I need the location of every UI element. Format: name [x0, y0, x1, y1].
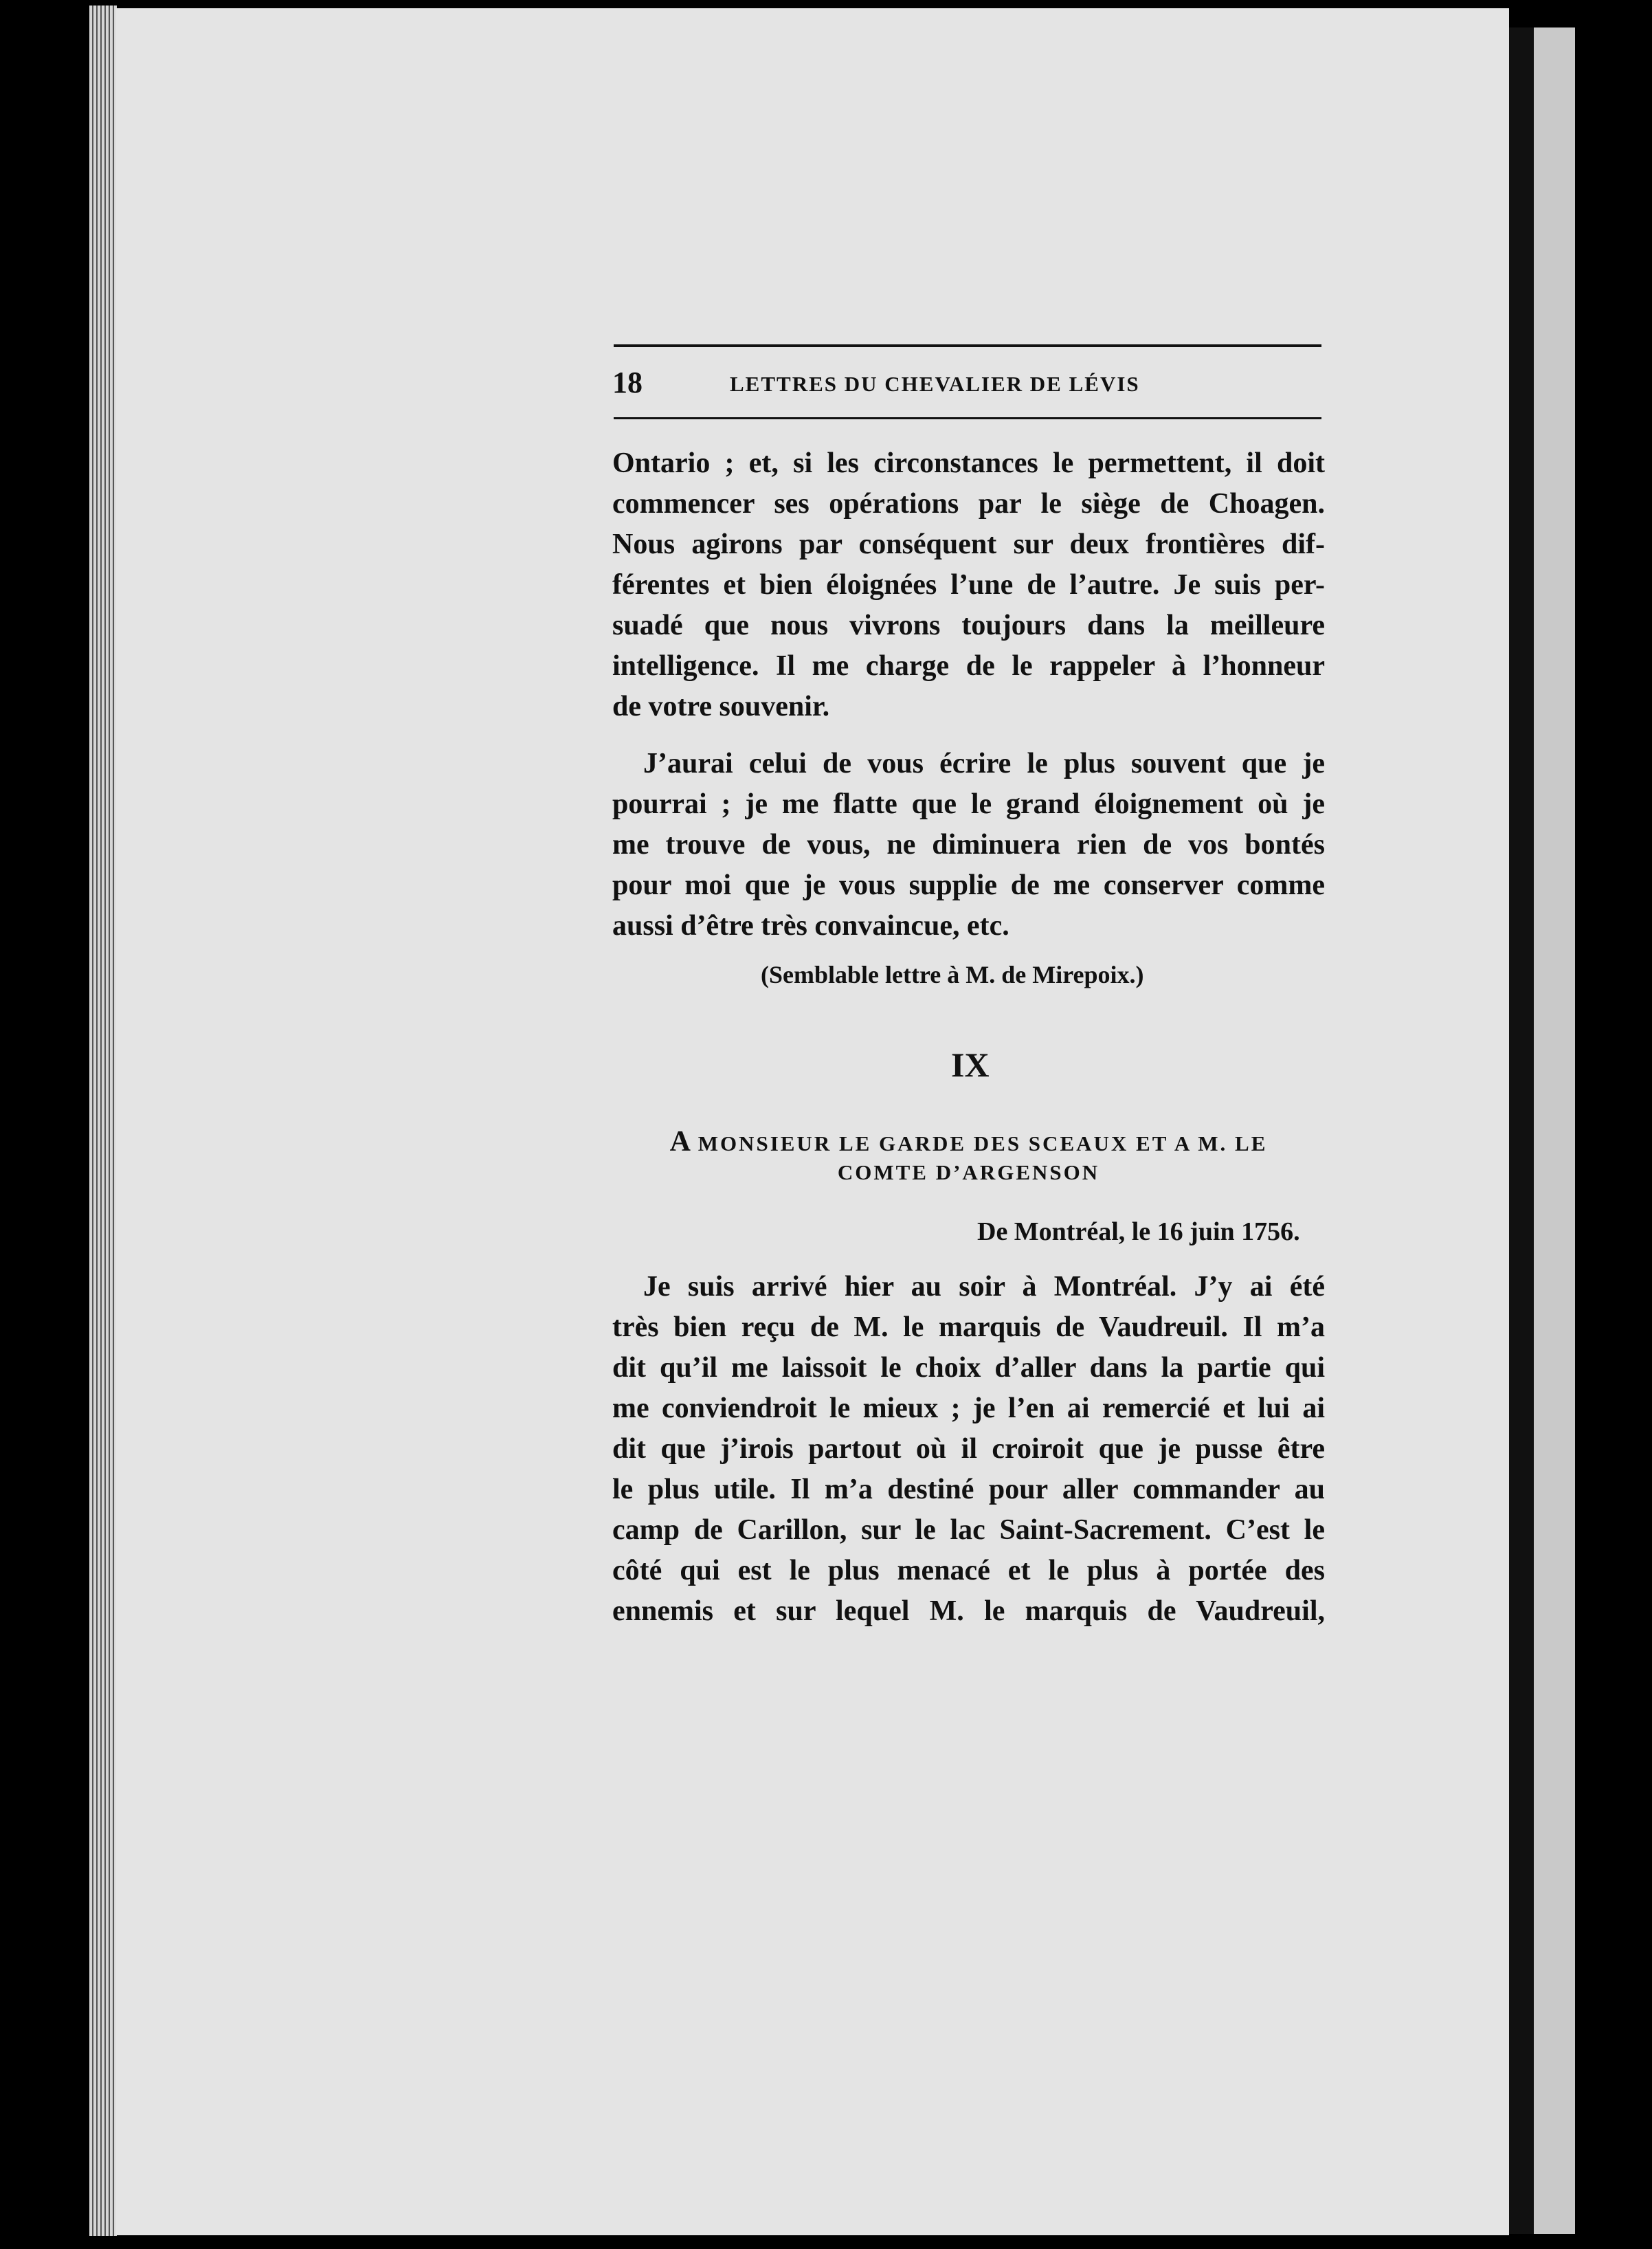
text-line: Je suis arrivé hier au soir à Montréal. J’y ai été [643, 1271, 1325, 1303]
book-page [115, 8, 1509, 2235]
book-page-edges [89, 5, 117, 2236]
header-bottom-rule [614, 417, 1321, 419]
page-number: 18 [612, 366, 643, 399]
text-line: dit qu’il me laissoit le choix d’aller dans la partie qui [612, 1352, 1325, 1384]
facing-page-edge [1534, 27, 1575, 2234]
text-line: suadé que nous vivrons toujours dans la meilleure [612, 610, 1325, 641]
text-line: ennemis et sur lequel M. le marquis de Vaudreuil, [612, 1595, 1325, 1627]
text-line: Ontario ; et, si les circonstances le permettent, il doit [612, 447, 1325, 479]
text-line: me conviendroit le mieux ; je l’en ai remercié et lui ai [612, 1393, 1325, 1424]
text-line: J’aurai celui de vous écrire le plus souvent que je [643, 748, 1325, 779]
text-line: très bien reçu de M. le marquis de Vaudreuil. Il m’a [612, 1311, 1325, 1343]
running-head: LETTRES DU CHEVALIER DE LÉVIS [730, 372, 1140, 396]
paragraph-closing [612, 744, 1325, 946]
letter-heading-line-1 [612, 1125, 1325, 1158]
dateline: De Montréal, le 16 juin 1756. [977, 1217, 1300, 1246]
header-top-rule [614, 344, 1321, 347]
text-line: commencer ses opérations par le siège de Choagen. [612, 488, 1325, 520]
section-number: IX [951, 1045, 990, 1084]
letter-body [612, 1267, 1325, 1632]
text-line: pour moi que je vous supplie de me conserver comme [612, 869, 1325, 901]
text-line: camp de Carillon, sur le lac Saint-Sacrement. C’est le [612, 1514, 1325, 1546]
text-line: dit que j’irois partout où il croiroit que je pusse être [612, 1433, 1325, 1465]
letter-heading-line-2: COMTE D’ARGENSON [837, 1160, 1100, 1184]
heading-text: MONSIEUR LE GARDE DES SCEAUX ET A M. LE [697, 1131, 1268, 1155]
text-line: me trouve de vous, ne diminuera rien de vos bontés [612, 829, 1325, 861]
heading-initial: A [669, 1126, 691, 1157]
text-line: aussi d’être très convaincue, etc. [612, 910, 1009, 942]
text-line: le plus utile. Il m’a destiné pour aller commander au [612, 1474, 1325, 1505]
paragraph-continued [612, 443, 1325, 727]
text-line: férentes et bien éloignées l’une de l’autre. Je suis per- [612, 569, 1325, 601]
binding-gap [1509, 27, 1534, 2234]
text-line: côté qui est le plus menacé et le plus à portée des [612, 1555, 1325, 1586]
text-line: Nous agirons par conséquent sur deux frontières dif- [612, 529, 1325, 560]
text-line: pourrai ; je me flatte que le grand éloignement où je [612, 788, 1325, 820]
editorial-note: (Semblable lettre à M. de Mirepoix.) [761, 961, 1144, 988]
text-line: de votre souvenir. [612, 691, 830, 722]
text-line: intelligence. Il me charge de le rappeler à l’honneur [612, 650, 1325, 682]
